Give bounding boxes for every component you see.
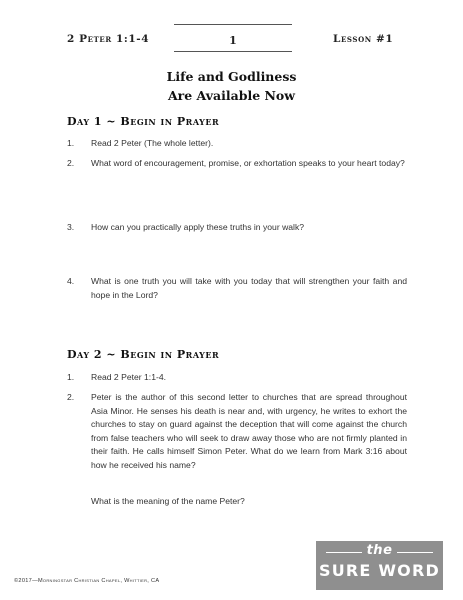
question-number: 2. <box>67 158 75 168</box>
lesson-title-line-1: Life and Godliness <box>166 69 297 84</box>
question-number: 3. <box>67 222 75 232</box>
day-1-heading: Day 1 ~ Begin in Prayer <box>67 115 220 128</box>
sure-word-logo <box>316 541 443 590</box>
question-text: What word of encouragement, promise, or exhortation speaks to your heart today? <box>91 158 405 168</box>
question-text: What is the meaning of the name Peter? <box>91 496 245 506</box>
logo-the: the <box>366 543 393 558</box>
question-number: 2. <box>67 392 75 402</box>
header-rule-bottom <box>174 51 292 52</box>
logo-sure-word: SURE WORD <box>319 561 440 580</box>
question-text: Read 2 Peter (The whole letter). <box>91 138 214 148</box>
day-1-question-2 <box>67 157 407 171</box>
day-1-question-1 <box>67 137 407 151</box>
day-2-question-2 <box>67 391 407 472</box>
header-scripture-reference: 2 Peter 1:1-4 <box>67 33 150 45</box>
lesson-title-line-2: Are Available Now <box>167 88 296 103</box>
day-2-followup-question <box>67 495 407 509</box>
question-text: What is one truth you will take with you today that will strengthen your faith and hope in the Lord? <box>91 276 407 300</box>
question-number: 1. <box>67 138 75 148</box>
page-number: 1 <box>229 34 237 47</box>
day-2-heading: Day 2 ~ Begin in Prayer <box>67 348 220 361</box>
question-text: Read 2 Peter 1:1-4. <box>91 372 167 382</box>
day-2-question-1 <box>67 371 407 385</box>
question-number: 4. <box>67 276 75 286</box>
header-lesson-number: Lesson #1 <box>333 33 394 45</box>
lesson-title <box>0 67 463 105</box>
logo-rule-right <box>397 552 433 553</box>
question-number: 1. <box>67 372 75 382</box>
question-text: Peter is the author of this second letter to churches that are spread throughout Asia Minor. He senses his death is near and, with urgency, he writes to exhort the churches to stay on guard against the deception that will come against the church from false teachers who will seek to draw away those who are not firmly planted in their faith. He calls himself Simon Peter. What do we learn from Mark 3:16 about how he received his name? <box>91 392 407 470</box>
copyright-footer: ©2017—Morningstar Christian Chapel, Whittier, CA <box>14 578 160 584</box>
day-1-question-4 <box>67 275 407 302</box>
day-1-question-3 <box>67 221 407 235</box>
header-rule-top <box>174 24 292 25</box>
question-text: How can you practically apply these truths in your walk? <box>91 222 305 232</box>
